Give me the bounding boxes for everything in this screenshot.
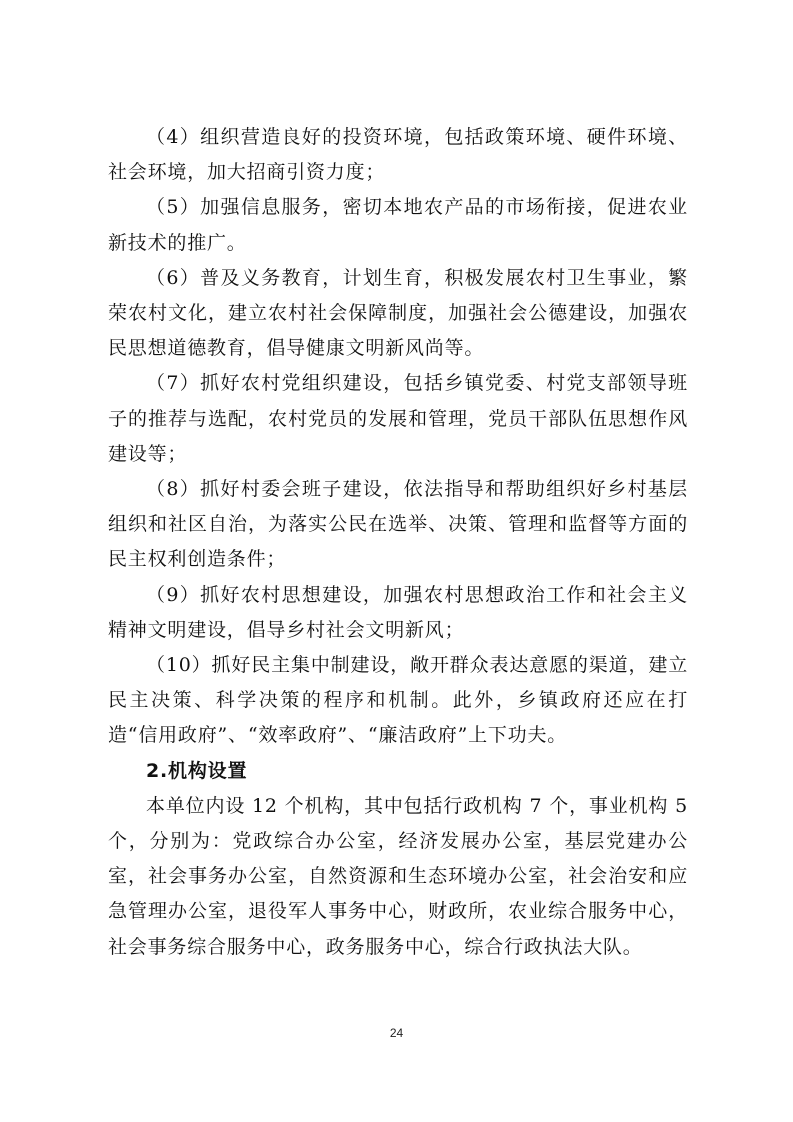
- paragraph-item-8: （8）抓好村委会班子建设，依法指导和帮助组织好乡村基层组织和社区自治，为落实公民在选举、决策、管理和监督等方面的民主权利创造条件；: [108, 478, 688, 571]
- paragraph-item-6: （6）普及义务教育，计划生育，积极发展农村卫生事业，繁荣农村文化，建立农村社会保障制度，加强社会公德建设，加强农民思想道德教育，倡导健康文明新风尚等。: [108, 266, 688, 360]
- section-paragraph: 本单位内设 12 个机构，其中包括行政机构 7 个，事业机构 5 个，分别为：党政综合办公室，经济发展办公室，基层党建办公室，社会事务办公室，自然资源和生态环境办公室，社会治安和应急管理办公室，退役军人事务中心，财政所，农业综合服务中心，社会事务综合服务中心，政务服务中心，综合行政执法大队。: [108, 794, 688, 958]
- paragraph-item-7: （7）抓好农村党组织建设，包括乡镇党委、村党支部领导班子的推荐与选配，农村党员的发展和管理，党员干部队伍思想作风建设等；: [108, 372, 688, 465]
- page-number: 24: [389, 1026, 404, 1040]
- paragraph-item-4: （4）组织营造良好的投资环境，包括政策环境、硬件环境、社会环境，加大招商引资力度；: [108, 126, 688, 184]
- paragraph-item-10: （10）抓好民主集中制建设，敞开群众表达意愿的渠道，建立民主决策、科学决策的程序和机制。此外，乡镇政府还应在打造“信用政府”、“效率政府”、“廉洁政府”上下功夫。: [108, 654, 688, 747]
- paragraph-item-9: （9）抓好农村思想建设，加强农村思想政治工作和社会主义精神文明建设，倡导乡村社会文明新风；: [108, 583, 688, 641]
- paragraph-item-5: （5）加强信息服务，密切本地农产品的市场衔接，促进农业新技术的推广。: [108, 196, 688, 254]
- document-body: [108, 120, 688, 965]
- section-heading: 2.机构设置: [146, 759, 248, 782]
